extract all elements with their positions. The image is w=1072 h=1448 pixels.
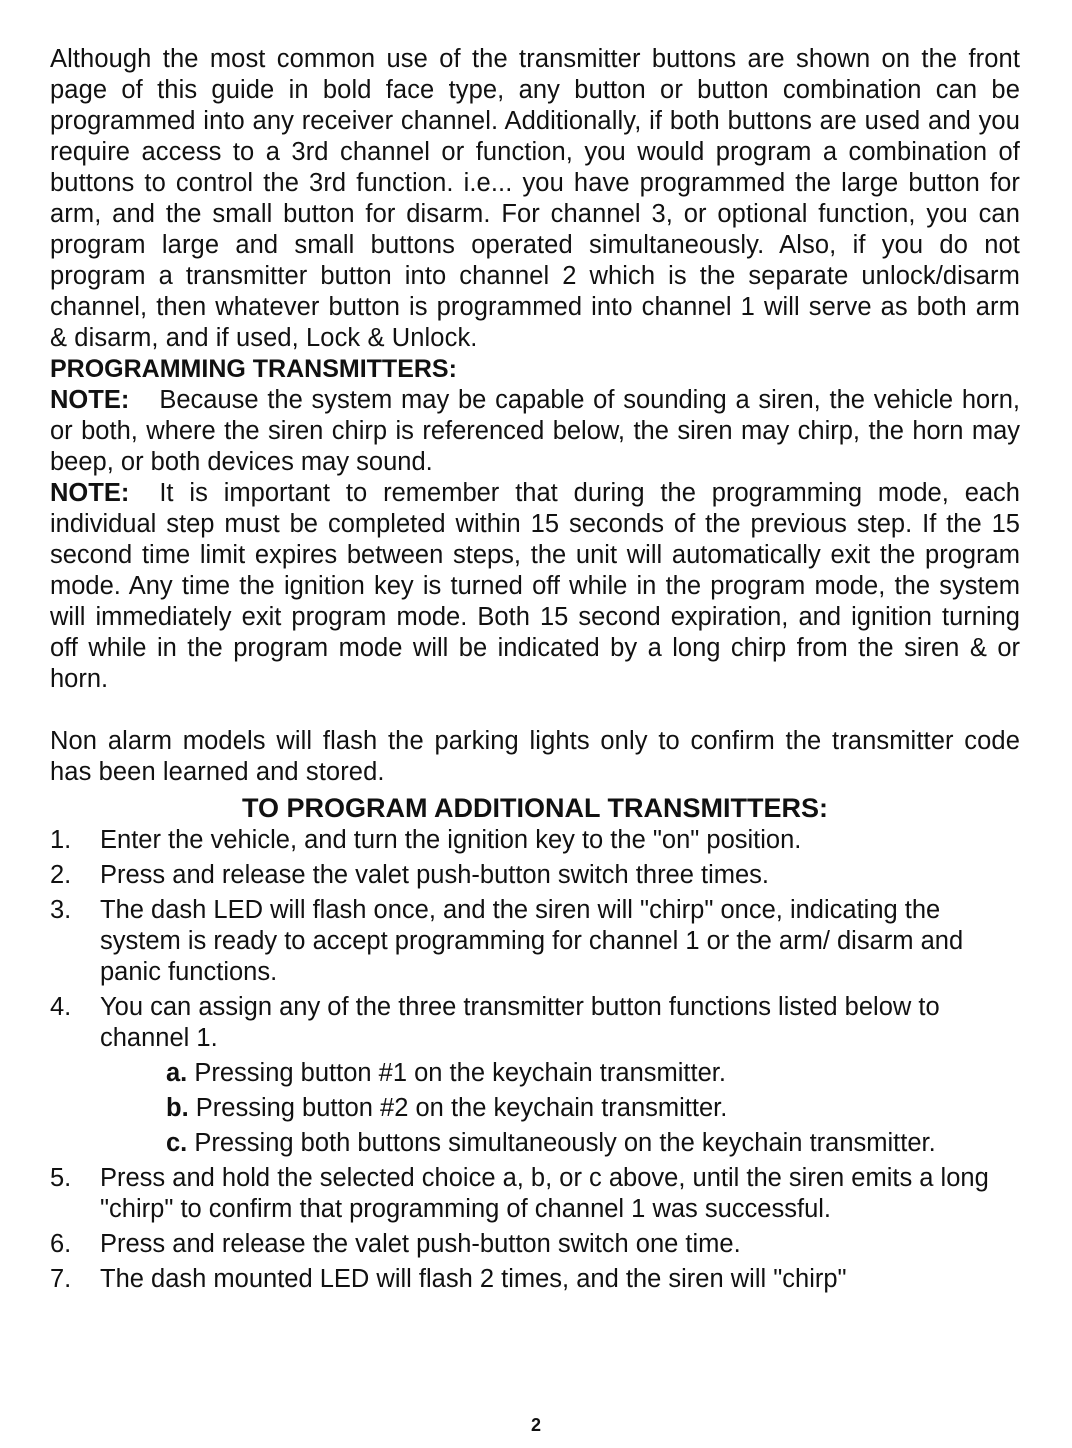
step-text: Press and hold the selected choice a, b, or c above, until the siren emits a long "chirp" to confirm that programming of channel 1 was successful.	[100, 1164, 989, 1223]
step-text: You can assign any of the three transmitter button functions listed below to channel 1.	[100, 993, 940, 1052]
list-item	[50, 1163, 1020, 1225]
list-item	[50, 895, 1020, 988]
step-text: The dash mounted LED will flash 2 times, and the siren will "chirp"	[100, 1265, 847, 1293]
sub-options-list	[50, 1058, 1020, 1159]
list-item	[50, 1264, 1020, 1295]
note-siren	[50, 385, 1020, 478]
note-text: It is important to remember that during the programming mode, each individual step must be completed within 15 seconds of the previous step. If the 15 second time limit expires between steps, the unit will automatically exit the program mode. Any time the ignition key is turned off while in the program mode, the system will immediately exit program mode. Both 15 second expiration, and ignition turning off while in the program mode will be indicated by a long chirp from the siren & or horn.	[50, 479, 1020, 693]
step-text: Press and release the valet push-button switch three times.	[100, 861, 770, 889]
list-item	[50, 992, 1020, 1054]
sub-option-item	[50, 1093, 1020, 1124]
sub-option-item	[50, 1058, 1020, 1089]
note-text: Because the system may be capable of sounding a siren, the vehicle horn, or both, where the siren chirp is referenced below, the siren may chirp, the horn may beep, or both devices may sound.	[50, 386, 1020, 476]
step-text: Press and release the valet push-button switch one time.	[100, 1230, 741, 1258]
step-number: 1.	[50, 826, 72, 854]
note-label: NOTE:	[50, 479, 130, 507]
list-item	[50, 860, 1020, 891]
step-number: 3.	[50, 896, 72, 924]
page-number: 2	[530, 1415, 541, 1435]
step-number: 5.	[50, 1164, 72, 1192]
list-item	[50, 1229, 1020, 1260]
note-timeout	[50, 478, 1020, 695]
programming-transmitters-heading: PROGRAMMING TRANSMITTERS:	[50, 355, 457, 383]
additional-transmitters-heading: TO PROGRAM ADDITIONAL TRANSMITTERS:	[242, 793, 828, 823]
intro-paragraph: Although the most common use of the transmitter buttons are shown on the front page of this guide in bold face type, any button or button combination can be programmed into any receiver channel. Additionally, if both buttons are used and you require access to a 3rd channel or function, you would program a combination of buttons to control the 3rd function. i.e... you have programmed the large button for arm, and the small button for disarm. For channel 3, or optional function, you can program large and small buttons operated simultaneously. Also, if you do not program a transmitter button into channel 2 which is the separate unlock/disarm channel, then whatever button is programmed into channel 1 will serve as both arm & disarm, and if used, Lock & Unlock.	[50, 45, 1020, 352]
sub-option-text: Pressing button #2 on the keychain transmitter.	[195, 1094, 728, 1122]
paragraph-gap	[50, 695, 1020, 726]
step-number: 6.	[50, 1230, 72, 1258]
non-alarm-paragraph: Non alarm models will flash the parking lights only to confirm the transmitter code has been learned and stored.	[50, 727, 1020, 786]
sub-option-item	[50, 1128, 1020, 1159]
sub-option-text: Pressing both buttons simultaneously on the keychain transmitter.	[194, 1129, 936, 1157]
manual-page	[50, 44, 1020, 1299]
sub-option-letter: b.	[166, 1094, 189, 1122]
steps-list-continued	[50, 1163, 1020, 1295]
steps-list	[50, 825, 1020, 1054]
sub-option-letter: c.	[166, 1129, 188, 1157]
step-number: 2.	[50, 861, 72, 889]
step-text: Enter the vehicle, and turn the ignition key to the "on" position.	[100, 826, 802, 854]
sub-option-letter: a.	[166, 1059, 188, 1087]
step-number: 7.	[50, 1265, 72, 1293]
step-text: The dash LED will flash once, and the siren will "chirp" once, indicating the system is ready to accept programming for channel 1 or the arm/ disarm and panic functions.	[100, 896, 964, 986]
sub-option-text: Pressing button #1 on the keychain transmitter.	[194, 1059, 726, 1087]
list-item	[50, 825, 1020, 856]
step-number: 4.	[50, 993, 72, 1021]
note-label: NOTE:	[50, 386, 130, 414]
